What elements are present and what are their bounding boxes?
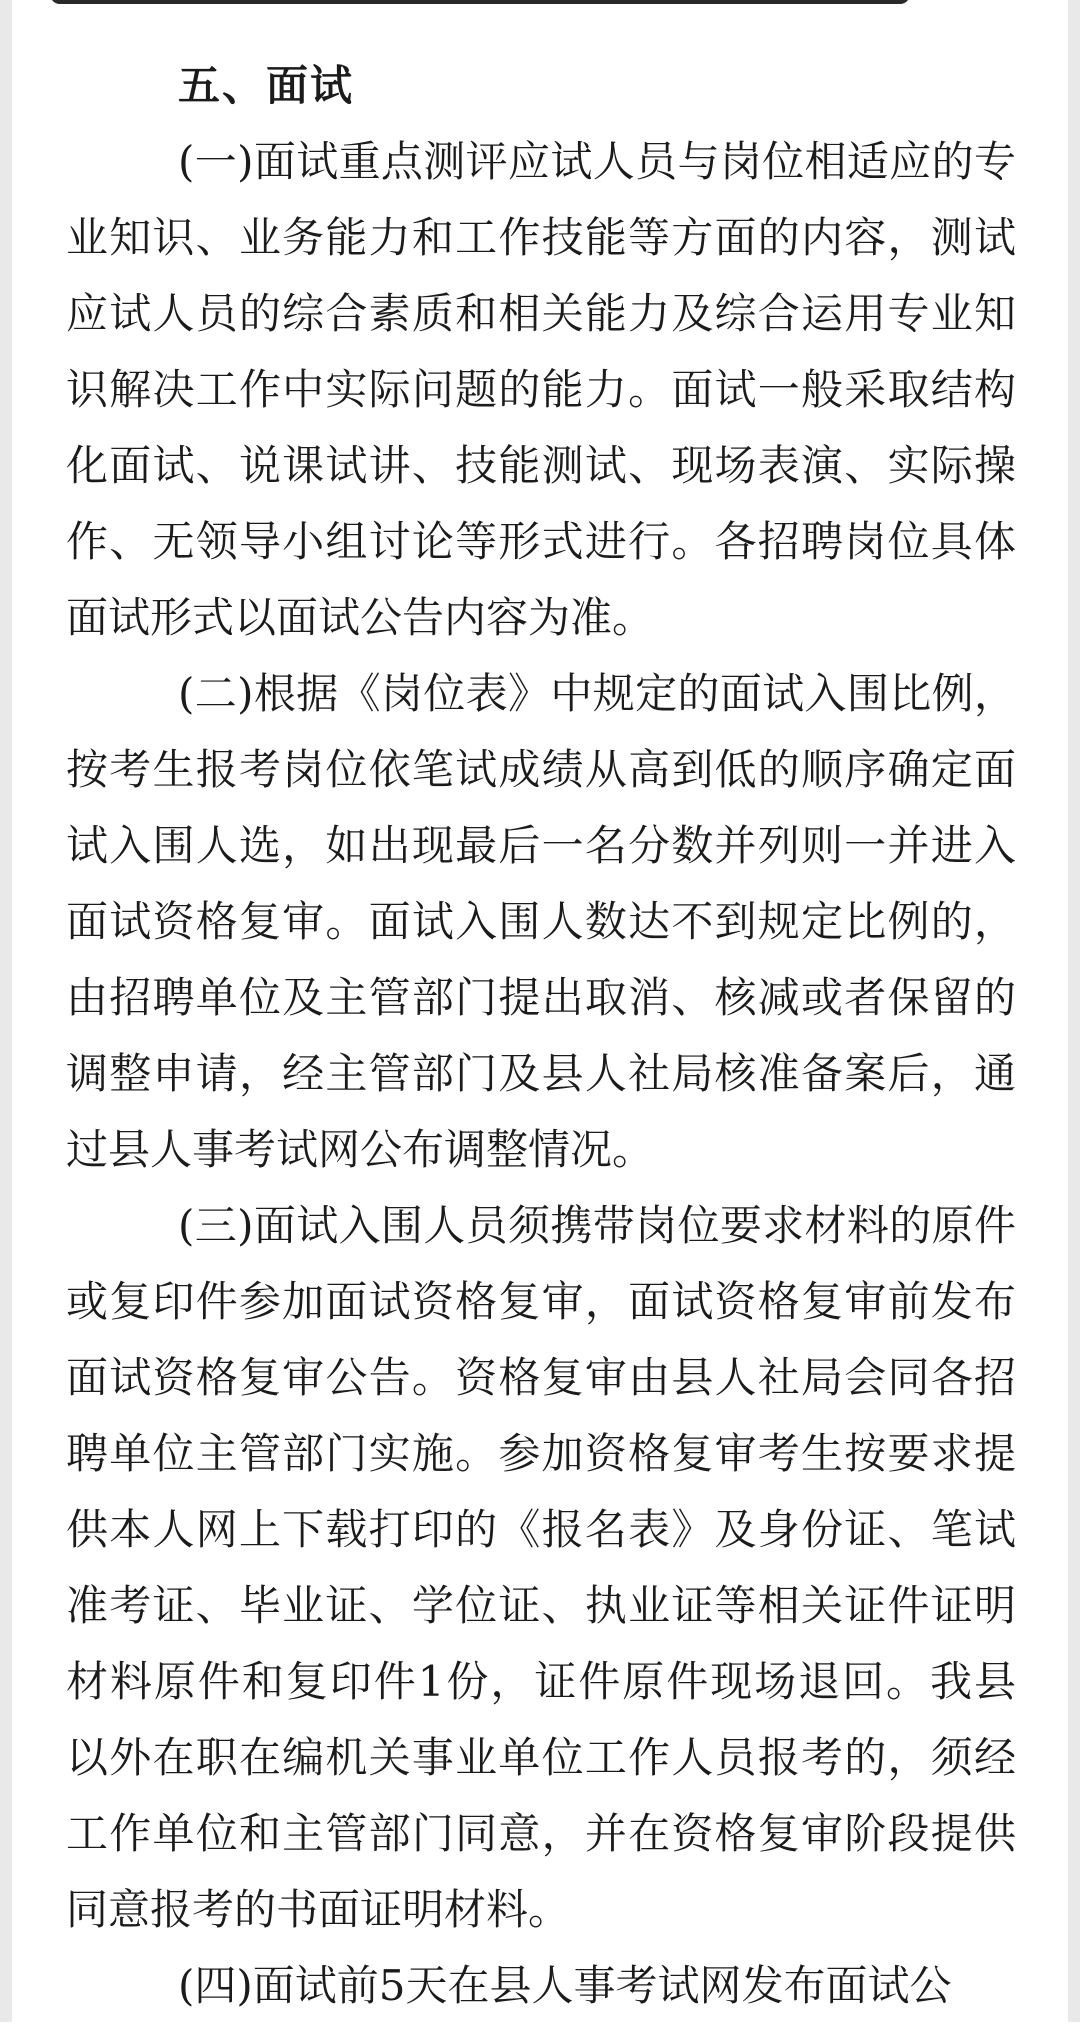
right-edge xyxy=(1068,0,1080,2022)
document-body xyxy=(66,48,1016,2024)
section-heading: 五、面试 xyxy=(178,61,355,110)
top-bar xyxy=(50,0,910,4)
paragraph-2: (二)根据《岗位表》中规定的面试入围比例，按考生报考岗位依笔试成绩从高到低的顺序确定面试入围人选，如出现最后一名分数并列则一并进入面试资格复审。面试入围人数达不到规定比例的，由招聘单位及主管部门提出取消、核减或者保留的调整申请，经主管部门及县人社局核准备案后，通过县人事考试网公布调整情况。 xyxy=(66,669,1016,1174)
paragraph-1: (一)面试重点测评应试人员与岗位相适应的专业知识、业务能力和工作技能等方面的内容，测试应试人员的综合素质和相关能力及综合运用专业知识解决工作中实际问题的能力。面试一般采取结构化面试、说课试讲、技能测试、现场表演、实际操作、无领导小组讨论等形式进行。各招聘岗位具体面试形式以面试公告内容为准。 xyxy=(66,137,1016,642)
paragraph-4: (四)面试前5天在县人事考试网发布面试公 xyxy=(178,1961,952,2010)
paragraph-3: (三)面试入围人员须携带岗位要求材料的原件或复印件参加面试资格复审，面试资格复审前发布面试资格复审公告。资格复审由县人社局会同各招聘单位主管部门实施。参加资格复审考生按要求提供本人网上下载打印的《报名表》及身份证、笔试准考证、毕业证、学位证、执业证等相关证件证明材料原件和复印件1份，证件原件现场退回。我县以外在职在编机关事业单位工作人员报考的，须经工作单位和主管部门同意，并在资格复审阶段提供同意报考的书面证明材料。 xyxy=(66,1201,1016,1934)
left-edge xyxy=(0,0,12,2022)
